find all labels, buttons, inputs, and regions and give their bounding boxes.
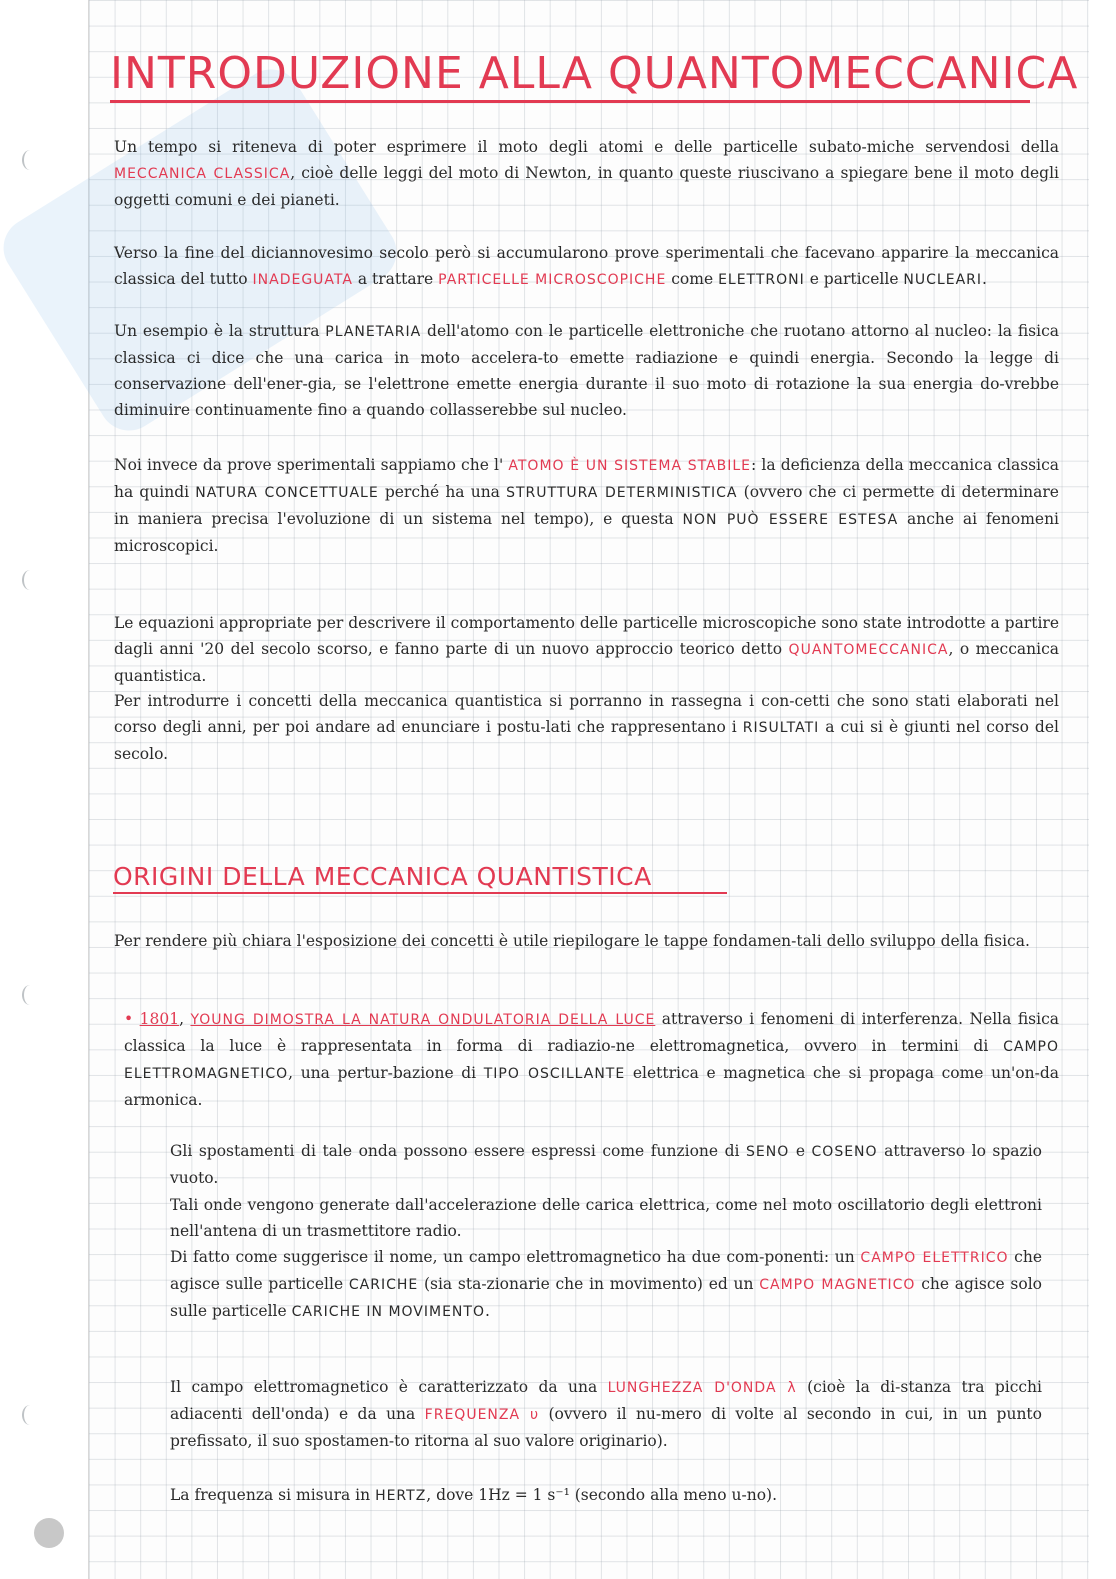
title-underline	[110, 100, 1030, 103]
bullet-1801: • 1801, YOUNG DIMOSTRA LA NATURA ONDULATORIA DELLA LUCE attraverso i fenomeni di interferenza. Nella fisica classica la luce è rappresentata in forma di radiazio-ne elettromagnetica, ovvero in termini di CAMPO ELETTROMAGNETICO, una pertur-bazione di TIPO OSCILLANTE elettrica e magnetica che si propaga come un'on-da armonica.	[124, 1010, 1060, 1109]
bullet-paragraph-6: La frequenza si misura in HERTZ, dove 1Hz = 1 s⁻¹ (secondo alla meno u-no).	[170, 1486, 778, 1504]
bullet-paragraph-4: Di fatto come suggerisce il nome, un campo elettromagnetico ha due com-ponenti: un CAMPO ELETTRICO che agisce sulle particelle CARICHE (sia sta-zionarie che in movimento) ed un CAMPO MAGNETICO che agisce solo sulle particelle CARICHE IN MOVIMENTO.	[170, 1248, 1043, 1320]
section-paragraph: Per rendere più chiara l'esposizione dei concetti è utile riepilogare le tappe fondamen-tali dello sviluppo della fisica.	[114, 932, 1030, 950]
punch-hole	[34, 1518, 64, 1548]
intro-paragraph-2: Verso la fine del diciannovesimo secolo però si accumularono prove sperimentali che facevano apparire la meccanica classica del tutto INADEGUATA a trattare PARTICELLE MICROSCOPICHE come ELETTRONI e particelle NUCLEARI.	[114, 244, 1059, 288]
intro-paragraph-1: Un tempo si riteneva di poter esprimere il moto degli atomi e delle particelle subato-miche servendosi della MECCANICA CLASSICA, cioè delle leggi del moto di Newton, in quanto queste riuscivano a spiegare bene il moto degli oggetti comuni e dei pianeti.	[114, 138, 1060, 209]
intro-paragraph-3: Un esempio è la struttura PLANETARIA dell'atomo con le particelle elettroniche che ruotano attorno al nucleo: la fisica classica ci dice che una carica in moto accelera-to emette radiazione e quindi energia. Secondo la legge di conservazione dell'ener-gia, se l'elettrone emette energia durante il suo moto di rotazione la sua energia do-vrebbe diminuire continuamente fino a quando collasserebbe sul nucleo.	[114, 322, 1059, 419]
section-heading: ORIGINI DELLA MECCANICA QUANTISTICA	[113, 862, 652, 891]
intro-paragraph-6: Per introdurre i concetti della meccanica quantistica si porranno in rassegna i con-cetti che sono stati elaborati nel corso degli anni, per poi andare ad enunciare i postu-lati che rappresentano i RISULTATI a cui si è giunti nel corso del secolo.	[114, 692, 1059, 763]
intro-paragraph-5: Le equazioni appropriate per descrivere il comportamento delle particelle microscopiche sono state introdotte a partire dagli anni '20 del secolo scorso, e fanno parte di un nuovo approccio teorico detto QUANTOMECCANICA, o meccanica quantistica.	[114, 614, 1060, 685]
bullet-paragraph-2: Gli spostamenti di tale onda possono essere espressi come funzione di SENO e COSENO attraverso lo spazio vuoto.	[170, 1142, 1043, 1187]
bullet-marker: •	[124, 1010, 134, 1028]
bullet-paragraph-5: Il campo elettromagnetico è caratterizzato da una LUNGHEZZA D'ONDA λ (cioè la di-stanza tra picchi adiacenti dell'onda) e da una FREQUENZA υ (ovvero il nu-mero di volte al secondo in cui, in un punto prefissato, il suo spostamen-to ritorna al suo valore originario).	[170, 1378, 1042, 1450]
page-title: INTRODUZIONE ALLA QUANTOMECCANICA	[110, 48, 1079, 99]
intro-paragraph-4: Noi invece da prove sperimentali sappiamo che l' ATOMO È UN SISTEMA STABILE: la deficienza della meccanica classica ha quindi NATURA CONCETTUALE perché ha una STRUTTURA DETERMINISTICA (ovvero che ci permette di determinare in maniera precisa l'evoluzione di un sistema nel tempo), e questa NON PUÒ ESSERE ESTESA anche ai fenomeni microscopici.	[114, 456, 1060, 555]
date-label: 1801	[139, 1010, 180, 1028]
section-underline	[113, 892, 727, 894]
bullet-paragraph-3: Tali onde vengono generate dall'accelerazione delle carica elettrica, come nel moto oscillatorio degli elettroni nell'antena di un trasmettitore radio.	[170, 1196, 1042, 1240]
